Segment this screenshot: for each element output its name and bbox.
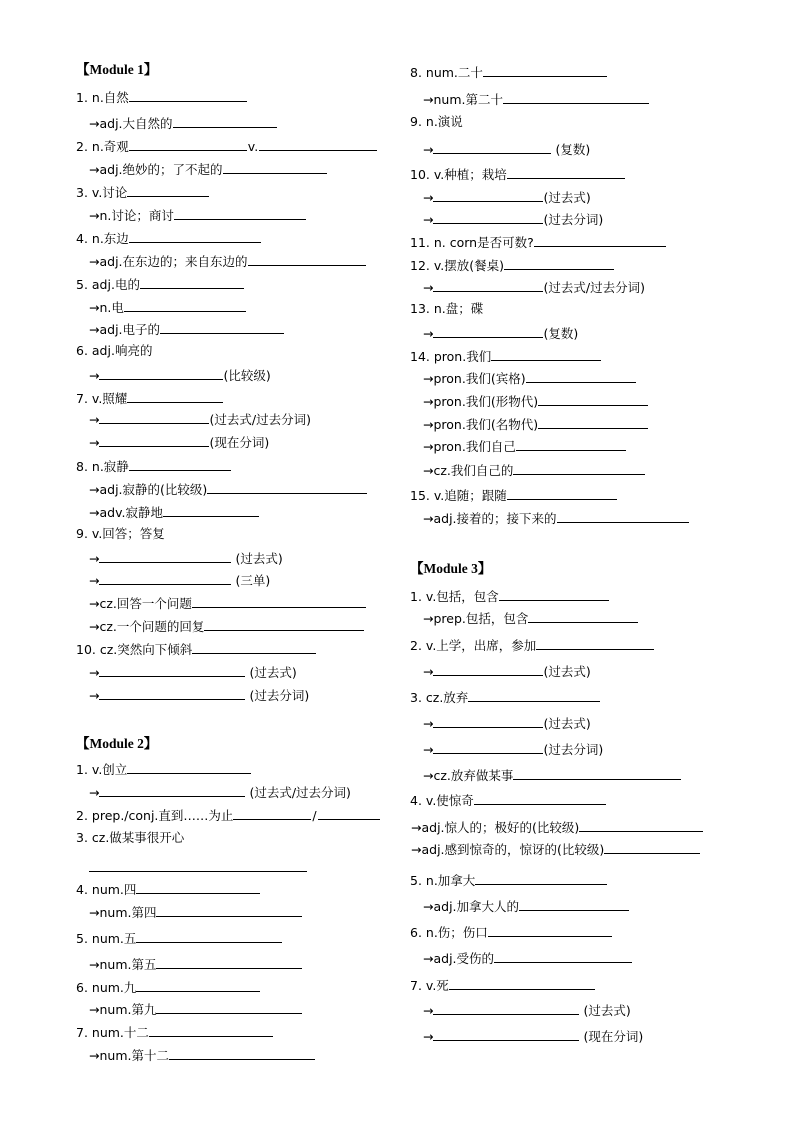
vocab-item (410, 301, 483, 317)
answer-blank[interactable] (504, 256, 614, 270)
answer-blank[interactable] (534, 233, 666, 247)
item-label: →adj.感到惊奇的，惊讶的(比较级) (411, 842, 605, 857)
vocab-item (423, 461, 645, 477)
item-label: 8. num.二十 (410, 65, 483, 80)
vocab-item (423, 714, 591, 730)
item-label: 3. cz.放弃 (410, 690, 469, 705)
answer-blank[interactable] (557, 509, 689, 523)
item-suffix: (现在分词) (579, 1029, 644, 1044)
answer-blank[interactable] (173, 114, 277, 128)
item-label: 7. num.十二 (76, 1025, 149, 1040)
vocab-item (423, 897, 629, 913)
answer-blank[interactable] (99, 663, 245, 677)
vocab-item (410, 976, 595, 992)
answer-blank[interactable] (99, 571, 231, 585)
item-label: 4. v.使惊奇 (410, 793, 474, 808)
vocab-item (76, 183, 209, 199)
item-suffix: (复数) (543, 326, 579, 341)
item-suffix: (过去式) (543, 664, 591, 679)
answer-blank[interactable] (136, 929, 282, 943)
vocab-item (410, 587, 609, 603)
item-label: 15. v.追随；跟随 (410, 488, 507, 503)
vocab-item (89, 503, 259, 519)
answer-blank[interactable] (528, 609, 638, 623)
item-label: → (89, 688, 100, 703)
vocab-item (423, 609, 638, 625)
answer-blank[interactable] (513, 461, 645, 475)
vocab-item (411, 840, 700, 856)
module-header (76, 736, 157, 752)
item-label: →n.电 (89, 300, 124, 315)
answer-blank[interactable] (156, 903, 302, 917)
vocab-item (89, 410, 311, 426)
answer-blank[interactable] (192, 594, 366, 608)
answer-blank[interactable] (127, 760, 251, 774)
item-label: → (423, 664, 434, 679)
answer-blank[interactable] (233, 806, 311, 820)
vocab-item (76, 880, 260, 896)
vocab-item (89, 252, 366, 268)
vocab-item (76, 760, 251, 776)
vocab-item (410, 114, 463, 130)
module-title: 【Module 2】 (76, 736, 158, 751)
vocab-item (423, 509, 689, 525)
vocab-item (76, 137, 377, 153)
item-label: 6. num.九 (76, 980, 137, 995)
item-label: → (89, 368, 100, 383)
answer-blank[interactable] (99, 686, 245, 700)
vocab-item (76, 88, 247, 104)
item-label: 10. cz.突然向下倾斜 (76, 642, 193, 657)
vocab-item (76, 275, 244, 291)
vocab-item (89, 549, 283, 565)
vocab-item (76, 526, 165, 542)
answer-blank[interactable] (499, 587, 609, 601)
item-suffix: (三单) (231, 573, 271, 588)
answer-blank[interactable] (207, 480, 367, 494)
vocab-item (423, 210, 603, 226)
item-suffix: (过去式/过去分词) (209, 412, 311, 427)
answer-blank[interactable] (513, 766, 681, 780)
vocab-item (410, 63, 607, 79)
answer-blank[interactable] (519, 897, 629, 911)
answer-blank[interactable] (163, 503, 259, 517)
answer-blank[interactable] (127, 183, 209, 197)
answer-blank[interactable] (536, 636, 654, 650)
item-label: 13. n.盘；碟 (410, 301, 484, 316)
item-suffix: (复数) (551, 142, 591, 157)
item-label: 6. adj.响亮的 (76, 343, 153, 358)
item-label: →n.讨论；商讨 (89, 208, 174, 223)
answer-blank[interactable] (129, 457, 231, 471)
item-label: →adj.大自然的 (89, 116, 173, 131)
item-label: → (423, 1003, 434, 1018)
item-label: → (423, 742, 434, 757)
vocab-item (423, 766, 681, 782)
item-label: → (423, 212, 434, 227)
item-label: →adj.电子的 (89, 322, 161, 337)
item-suffix: (过去分词) (543, 212, 604, 227)
answer-blank[interactable] (538, 415, 648, 429)
vocab-item (410, 636, 654, 652)
answer-blank[interactable] (127, 389, 223, 403)
vocab-item (410, 347, 601, 363)
vocab-item (423, 1001, 631, 1017)
answer-blank[interactable] (579, 818, 703, 832)
vocab-item (76, 389, 223, 405)
item-label: →num.第十二 (89, 1048, 169, 1063)
item-label: →num.第九 (89, 1002, 157, 1017)
item-label: 5. num.五 (76, 931, 137, 946)
item-label: →adj.惊人的；极好的(比较级) (411, 820, 580, 835)
item-label: 4. num.四 (76, 882, 137, 897)
vocab-item (410, 688, 600, 704)
answer-blank[interactable] (169, 1046, 315, 1060)
item-label: →pron.我们(宾格) (423, 371, 526, 386)
answer-blank[interactable] (475, 871, 607, 885)
item-label: → (423, 142, 434, 157)
answer-blank[interactable] (433, 210, 543, 224)
vocab-item (89, 594, 366, 610)
answer-blank[interactable] (156, 1000, 302, 1014)
answer-blank[interactable] (259, 137, 377, 151)
vocab-item (76, 1023, 273, 1039)
vocab-item (76, 640, 316, 656)
item-label: 2. n.奇观 (76, 139, 129, 154)
item-label: →adj.接着的；接下来的 (423, 511, 557, 526)
answer-blank[interactable] (124, 298, 246, 312)
answer-blank[interactable] (192, 640, 316, 654)
vocab-item (410, 165, 625, 181)
item-suffix: (现在分词) (209, 435, 270, 450)
item-extra-label: / (312, 808, 317, 823)
vocab-item (423, 437, 626, 453)
module-title: 【Module 3】 (410, 561, 492, 576)
vocab-item (423, 392, 648, 408)
item-label: → (423, 1029, 434, 1044)
item-label: → (89, 665, 100, 680)
answer-blank[interactable] (433, 324, 543, 338)
item-label: 1. v.包括，包含 (410, 589, 499, 604)
answer-blank[interactable] (449, 976, 595, 990)
item-label: →prep.包括，包含 (423, 611, 529, 626)
item-label: 2. prep./conj.直到……为止 (76, 808, 234, 823)
item-label: 5. n.加拿大 (410, 873, 476, 888)
item-suffix: (过去式) (543, 190, 591, 205)
item-label: → (89, 785, 100, 800)
answer-blank[interactable] (129, 137, 247, 151)
item-label: →adj.在东边的；来自东边的 (89, 254, 248, 269)
answer-blank[interactable] (248, 252, 366, 266)
item-label: →cz.一个问题的回复 (89, 619, 205, 634)
item-label: →adj.绝妙的；了不起的 (89, 162, 223, 177)
item-label: 6. n.伤；伤口 (410, 925, 488, 940)
item-label: 7. v.死 (410, 978, 449, 993)
answer-blank[interactable] (149, 1023, 273, 1037)
item-label: 12. v.摆放(餐桌) (410, 258, 505, 273)
vocab-item (423, 415, 648, 431)
item-label: 3. v.讨论 (76, 185, 128, 200)
vocab-item (410, 486, 617, 502)
vocab-item (89, 955, 302, 971)
answer-blank[interactable] (433, 1027, 579, 1041)
vocab-item (410, 256, 614, 272)
vocab-item (76, 978, 260, 994)
answer-blank[interactable] (99, 433, 209, 447)
answer-blank[interactable] (204, 617, 364, 631)
item-label: → (423, 326, 434, 341)
answer-blank[interactable] (140, 275, 244, 289)
item-label: 9. n.演说 (410, 114, 463, 129)
vocab-item (423, 662, 591, 678)
item-label: 4. n.东边 (76, 231, 129, 246)
vocab-item (76, 343, 152, 359)
vocab-item (423, 740, 603, 756)
module-header (76, 62, 157, 78)
item-extra-label: v. (247, 139, 259, 154)
answer-blank[interactable] (503, 90, 649, 104)
item-label: →pron.我们(名物代) (423, 417, 539, 432)
answer-blank[interactable] (99, 366, 223, 380)
item-label: → (423, 280, 434, 295)
vocab-item (89, 298, 246, 314)
item-label: →cz.回答一个问题 (89, 596, 192, 611)
vocab-item (411, 818, 703, 834)
answer-blank[interactable] (433, 740, 543, 754)
item-label: →adj.加拿大人的 (423, 899, 520, 914)
vocab-item (89, 160, 327, 176)
item-label: 9. v.回答；答复 (76, 526, 165, 541)
item-suffix: (过去式/过去分词) (543, 280, 645, 295)
vocab-item (89, 206, 306, 222)
vocab-item (89, 571, 270, 587)
item-suffix: (过去式) (245, 665, 297, 680)
vocab-item (76, 229, 261, 245)
answer-blank[interactable] (99, 783, 245, 797)
vocab-item (89, 480, 367, 496)
vocab-item (423, 90, 649, 106)
module-title: 【Module 1】 (76, 62, 158, 77)
answer-blank[interactable] (433, 714, 543, 728)
item-suffix: (过去式/过去分词) (245, 785, 351, 800)
answer-blank[interactable] (99, 410, 209, 424)
item-label: →num.第二十 (423, 92, 503, 107)
answer-blank[interactable] (174, 206, 306, 220)
vocab-item (423, 369, 636, 385)
item-label: → (423, 716, 434, 731)
item-label: 1. v.创立 (76, 762, 128, 777)
item-label: 10. v.种植；栽培 (410, 167, 507, 182)
item-label: → (423, 190, 434, 205)
item-label: →adj.受伤的 (423, 951, 495, 966)
vocab-item (76, 457, 231, 473)
vocab-item (89, 1000, 302, 1016)
vocab-item (89, 1046, 315, 1062)
module-header (410, 561, 491, 577)
answer-blank[interactable] (433, 662, 543, 676)
vocab-item (423, 140, 590, 156)
vocab-item (89, 858, 307, 874)
answer-blank[interactable] (507, 165, 625, 179)
item-label: 3. cz.做某事很开心 (76, 830, 185, 845)
item-label: →num.第五 (89, 957, 157, 972)
vocab-item (410, 791, 606, 807)
item-label: →cz.放弃做某事 (423, 768, 514, 783)
answer-blank[interactable] (507, 486, 617, 500)
vocab-item (76, 830, 184, 846)
item-label: →num.第四 (89, 905, 157, 920)
vocab-item (410, 233, 666, 249)
answer-blank[interactable] (129, 229, 261, 243)
item-suffix: (过去式) (231, 551, 283, 566)
item-label: 1. n.自然 (76, 90, 129, 105)
answer-blank[interactable] (516, 437, 626, 451)
item-label: →adj.寂静的(比较级) (89, 482, 208, 497)
item-label: 7. v.照耀 (76, 391, 128, 406)
vocab-item (423, 188, 591, 204)
vocab-item (89, 433, 269, 449)
item-suffix: (过去式) (579, 1003, 631, 1018)
item-label: 11. n. corn是否可数? (410, 235, 534, 250)
answer-blank[interactable] (433, 140, 551, 154)
answer-blank[interactable] (433, 188, 543, 202)
item-label: →adv.寂静地 (89, 505, 163, 520)
answer-blank[interactable] (99, 549, 231, 563)
vocab-item (76, 929, 282, 945)
vocab-item (423, 278, 645, 294)
vocab-item (76, 806, 380, 822)
item-label: →pron.我们自己 (423, 439, 516, 454)
answer-blank[interactable] (433, 1001, 579, 1015)
answer-blank[interactable] (160, 320, 284, 334)
item-suffix: (比较级) (223, 368, 271, 383)
answer-blank[interactable] (538, 392, 648, 406)
vocab-item (89, 320, 284, 336)
vocab-item (423, 324, 578, 340)
answer-blank[interactable] (223, 160, 327, 174)
answer-blank[interactable] (136, 880, 260, 894)
answer-blank[interactable] (483, 63, 607, 77)
item-label: → (89, 551, 100, 566)
item-label: 14. pron.我们 (410, 349, 492, 364)
vocab-item (89, 686, 309, 702)
vocab-item (89, 617, 364, 633)
answer-blank[interactable] (494, 949, 632, 963)
answer-blank[interactable] (488, 923, 612, 937)
vocab-item (410, 923, 612, 939)
answer-blank[interactable] (474, 791, 606, 805)
answer-blank[interactable] (318, 806, 380, 820)
item-label: →cz.我们自己的 (423, 463, 514, 478)
answer-blank[interactable] (604, 840, 700, 854)
vocab-item (89, 903, 302, 919)
item-label: → (89, 435, 100, 450)
item-label: 2. v.上学，出席，参加 (410, 638, 537, 653)
item-label: 8. n.寂静 (76, 459, 129, 474)
answer-blank[interactable] (433, 278, 543, 292)
answer-blank[interactable] (129, 88, 247, 102)
answer-blank[interactable] (468, 688, 600, 702)
item-suffix: (过去分词) (543, 742, 604, 757)
answer-blank[interactable] (136, 978, 260, 992)
vocab-item (89, 783, 351, 799)
answer-blank[interactable] (156, 955, 302, 969)
vocab-item (423, 1027, 643, 1043)
answer-blank[interactable] (526, 369, 636, 383)
item-suffix: (过去分词) (245, 688, 310, 703)
answer-blank[interactable] (89, 858, 307, 872)
vocab-item (410, 871, 607, 887)
vocab-item (89, 114, 277, 130)
vocab-item (89, 663, 297, 679)
item-suffix: (过去式) (543, 716, 591, 731)
item-label: → (89, 573, 100, 588)
vocab-item (89, 366, 271, 382)
vocab-item (423, 949, 632, 965)
item-label: 5. adj.电的 (76, 277, 140, 292)
item-label: →pron.我们(形物代) (423, 394, 539, 409)
item-label: → (89, 412, 100, 427)
answer-blank[interactable] (491, 347, 601, 361)
